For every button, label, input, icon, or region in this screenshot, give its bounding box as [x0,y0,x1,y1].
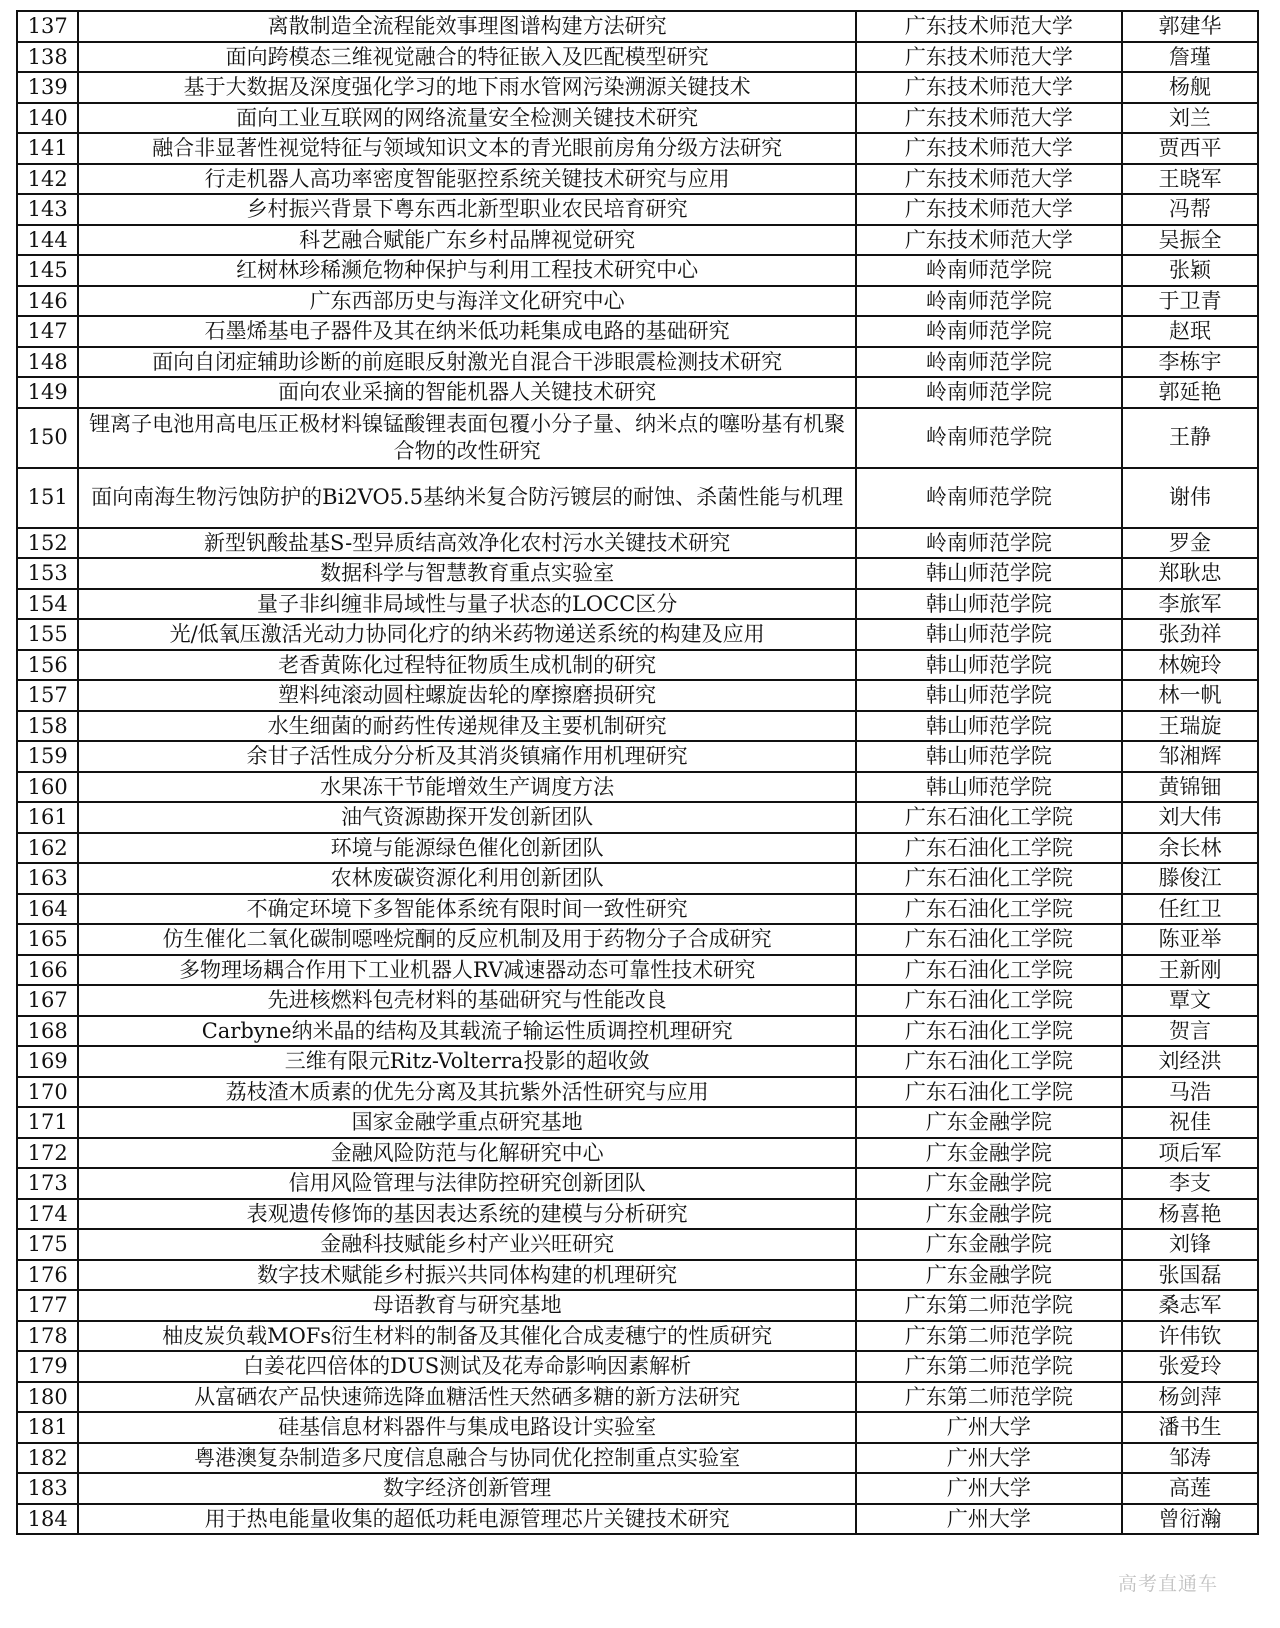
table-row [17,1168,1258,1199]
row-number: 138 [17,42,78,73]
principal-investigator: 张爱玲 [1122,1351,1258,1382]
institution: 广东技术师范大学 [856,225,1122,256]
table-row [17,286,1258,317]
principal-investigator: 吴振全 [1122,225,1258,256]
row-number: 164 [17,894,78,925]
table-row [17,72,1258,103]
table-row [17,11,1258,42]
table-row [17,1382,1258,1413]
project-title: 多物理场耦合作用下工业机器人RV减速器动态可靠性技术研究 [78,955,856,986]
project-title: 粤港澳复杂制造多尺度信息融合与协同优化控制重点实验室 [78,1443,856,1474]
institution: 广东石油化工学院 [856,1046,1122,1077]
table-row [17,1077,1258,1108]
institution: 广州大学 [856,1504,1122,1535]
table-row [17,833,1258,864]
project-title: 环境与能源绿色催化创新团队 [78,833,856,864]
project-title: 农林废碳资源化利用创新团队 [78,863,856,894]
principal-investigator: 项后军 [1122,1138,1258,1169]
institution: 广东石油化工学院 [856,894,1122,925]
table-row [17,589,1258,620]
row-number: 149 [17,377,78,408]
institution: 岭南师范学院 [856,528,1122,559]
principal-investigator: 谢伟 [1122,468,1258,528]
principal-investigator: 李支 [1122,1168,1258,1199]
institution: 广东石油化工学院 [856,833,1122,864]
principal-investigator: 李栋宇 [1122,347,1258,378]
row-number: 180 [17,1382,78,1413]
institution: 岭南师范学院 [856,255,1122,286]
row-number: 143 [17,194,78,225]
table-row [17,42,1258,73]
institution: 广东金融学院 [856,1199,1122,1230]
principal-investigator: 覃文 [1122,985,1258,1016]
principal-investigator: 贺言 [1122,1016,1258,1047]
project-title: 面向自闭症辅助诊断的前庭眼反射激光自混合干涉眼震检测技术研究 [78,347,856,378]
principal-investigator: 邹湘辉 [1122,741,1258,772]
institution: 岭南师范学院 [856,468,1122,528]
project-title: 新型钒酸盐基S-型异质结高效净化农村污水关键技术研究 [78,528,856,559]
project-title: 母语教育与研究基地 [78,1290,856,1321]
row-number: 148 [17,347,78,378]
principal-investigator: 刘锋 [1122,1229,1258,1260]
institution: 广东金融学院 [856,1107,1122,1138]
principal-investigator: 黄锦钿 [1122,772,1258,803]
principal-investigator: 郭建华 [1122,11,1258,42]
table-row [17,1473,1258,1504]
principal-investigator: 冯帮 [1122,194,1258,225]
table-row [17,955,1258,986]
project-title: 金融科技赋能乡村产业兴旺研究 [78,1229,856,1260]
table-row [17,619,1258,650]
institution: 广东金融学院 [856,1229,1122,1260]
row-number: 183 [17,1473,78,1504]
table-body [17,11,1258,1534]
institution: 韩山师范学院 [856,589,1122,620]
project-title: 柚皮炭负载MOFs衍生材料的制备及其催化合成麦穗宁的性质研究 [78,1321,856,1352]
institution: 广州大学 [856,1443,1122,1474]
project-title: 从富硒农产品快速筛选降血糖活性天然硒多糖的新方法研究 [78,1382,856,1413]
institution: 广东第二师范学院 [856,1321,1122,1352]
table-row [17,316,1258,347]
project-title: 金融风险防范与化解研究中心 [78,1138,856,1169]
table-row [17,894,1258,925]
row-number: 181 [17,1412,78,1443]
project-title: 塑料纯滚动圆柱螺旋齿轮的摩擦磨损研究 [78,680,856,711]
institution: 韩山师范学院 [856,619,1122,650]
principal-investigator: 杨喜艳 [1122,1199,1258,1230]
row-number: 182 [17,1443,78,1474]
institution: 广东技术师范大学 [856,133,1122,164]
project-title: 乡村振兴背景下粤东西北新型职业农民培育研究 [78,194,856,225]
institution: 广东金融学院 [856,1168,1122,1199]
principal-investigator: 詹瑾 [1122,42,1258,73]
row-number: 156 [17,650,78,681]
table-row [17,680,1258,711]
principal-investigator: 王新刚 [1122,955,1258,986]
row-number: 147 [17,316,78,347]
row-number: 176 [17,1260,78,1291]
principal-investigator: 杨舰 [1122,72,1258,103]
row-number: 155 [17,619,78,650]
table-row [17,468,1258,528]
institution: 广东石油化工学院 [856,924,1122,955]
project-title: 硅基信息材料器件与集成电路设计实验室 [78,1412,856,1443]
row-number: 171 [17,1107,78,1138]
principal-investigator: 张劲祥 [1122,619,1258,650]
row-number: 174 [17,1199,78,1230]
project-title: 红树林珍稀濒危物种保护与利用工程技术研究中心 [78,255,856,286]
row-number: 168 [17,1016,78,1047]
table-row [17,1412,1258,1443]
institution: 岭南师范学院 [856,316,1122,347]
table-row [17,347,1258,378]
project-title: 荔枝渣木质素的优先分离及其抗紫外活性研究与应用 [78,1077,856,1108]
row-number: 144 [17,225,78,256]
row-number: 166 [17,955,78,986]
project-title: 表观遗传修饰的基因表达系统的建模与分析研究 [78,1199,856,1230]
project-title: 离散制造全流程能效事理图谱构建方法研究 [78,11,856,42]
institution: 广东石油化工学院 [856,863,1122,894]
principal-investigator: 许伟钦 [1122,1321,1258,1352]
project-title: 基于大数据及深度强化学习的地下雨水管网污染溯源关键技术 [78,72,856,103]
principal-investigator: 陈亚举 [1122,924,1258,955]
table-row [17,1199,1258,1230]
project-title: 行走机器人高功率密度智能驱控系统关键技术研究与应用 [78,164,856,195]
table-row [17,103,1258,134]
principal-investigator: 王晓军 [1122,164,1258,195]
institution: 韩山师范学院 [856,741,1122,772]
table-row [17,772,1258,803]
project-title: 数字经济创新管理 [78,1473,856,1504]
project-title: 国家金融学重点研究基地 [78,1107,856,1138]
institution: 广东石油化工学院 [856,802,1122,833]
table-row [17,863,1258,894]
project-title: 余甘子活性成分分析及其消炎镇痛作用机理研究 [78,741,856,772]
institution: 广东技术师范大学 [856,42,1122,73]
institution: 广州大学 [856,1473,1122,1504]
institution: 岭南师范学院 [856,408,1122,468]
row-number: 150 [17,408,78,468]
principal-investigator: 马浩 [1122,1077,1258,1108]
table-row [17,1504,1258,1535]
project-title: 面向南海生物污蚀防护的Bi2VO5.5基纳米复合防污镀层的耐蚀、杀菌性能与机理 [78,468,856,528]
row-number: 142 [17,164,78,195]
institution: 韩山师范学院 [856,680,1122,711]
project-title: 先进核燃料包壳材料的基础研究与性能改良 [78,985,856,1016]
row-number: 167 [17,985,78,1016]
watermark: 高考直通车 [1117,1573,1218,1595]
table-row [17,741,1258,772]
principal-investigator: 祝佳 [1122,1107,1258,1138]
table-row [17,1351,1258,1382]
row-number: 170 [17,1077,78,1108]
principal-investigator: 林一帆 [1122,680,1258,711]
principal-investigator: 曾衍瀚 [1122,1504,1258,1535]
project-title: 油气资源勘探开发创新团队 [78,802,856,833]
institution: 广东第二师范学院 [856,1382,1122,1413]
row-number: 163 [17,863,78,894]
institution: 广东石油化工学院 [856,985,1122,1016]
table-row [17,1229,1258,1260]
table-row [17,1290,1258,1321]
row-number: 141 [17,133,78,164]
table-row [17,133,1258,164]
principal-investigator: 潘书生 [1122,1412,1258,1443]
table-row [17,1016,1258,1047]
table-row [17,377,1258,408]
principal-investigator: 王静 [1122,408,1258,468]
row-number: 153 [17,558,78,589]
institution: 韩山师范学院 [856,711,1122,742]
principal-investigator: 刘大伟 [1122,802,1258,833]
table-row [17,1107,1258,1138]
project-title: 石墨烯基电子器件及其在纳米低功耗集成电路的基础研究 [78,316,856,347]
table-row [17,528,1258,559]
principal-investigator: 滕俊江 [1122,863,1258,894]
row-number: 157 [17,680,78,711]
institution: 广东第二师范学院 [856,1351,1122,1382]
table-row [17,1046,1258,1077]
project-title: 广东西部历史与海洋文化研究中心 [78,286,856,317]
project-title: 数字技术赋能乡村振兴共同体构建的机理研究 [78,1260,856,1291]
row-number: 151 [17,468,78,528]
principal-investigator: 郑耿忠 [1122,558,1258,589]
row-number: 184 [17,1504,78,1535]
institution: 韩山师范学院 [856,558,1122,589]
row-number: 158 [17,711,78,742]
principal-investigator: 刘经洪 [1122,1046,1258,1077]
table-row [17,1321,1258,1352]
table-row [17,558,1258,589]
institution: 岭南师范学院 [856,286,1122,317]
row-number: 177 [17,1290,78,1321]
institution: 广东技术师范大学 [856,103,1122,134]
table-row [17,985,1258,1016]
principal-investigator: 刘兰 [1122,103,1258,134]
project-title: 科艺融合赋能广东乡村品牌视觉研究 [78,225,856,256]
institution: 广东石油化工学院 [856,1077,1122,1108]
table-row [17,711,1258,742]
principal-investigator: 任红卫 [1122,894,1258,925]
row-number: 145 [17,255,78,286]
table-row [17,164,1258,195]
row-number: 172 [17,1138,78,1169]
row-number: 140 [17,103,78,134]
project-title: 光/低氧压激活光动力协同化疗的纳米药物递送系统的构建及应用 [78,619,856,650]
institution: 广东第二师范学院 [856,1290,1122,1321]
institution: 广东金融学院 [856,1138,1122,1169]
principal-investigator: 杨剑萍 [1122,1382,1258,1413]
project-title: 信用风险管理与法律防控研究创新团队 [78,1168,856,1199]
row-number: 162 [17,833,78,864]
table-row [17,1443,1258,1474]
principal-investigator: 高莲 [1122,1473,1258,1504]
row-number: 179 [17,1351,78,1382]
row-number: 165 [17,924,78,955]
principal-investigator: 余长林 [1122,833,1258,864]
row-number: 146 [17,286,78,317]
project-title: 仿生催化二氧化碳制噁唑烷酮的反应机制及用于药物分子合成研究 [78,924,856,955]
institution: 岭南师范学院 [856,377,1122,408]
institution: 广东技术师范大学 [856,72,1122,103]
institution: 广东技术师范大学 [856,164,1122,195]
principal-investigator: 贾西平 [1122,133,1258,164]
project-title: 水果冻干节能增效生产调度方法 [78,772,856,803]
project-title: 面向跨模态三维视觉融合的特征嵌入及匹配模型研究 [78,42,856,73]
row-number: 161 [17,802,78,833]
table-row [17,924,1258,955]
table-row [17,802,1258,833]
row-number: 154 [17,589,78,620]
project-title: 老香黄陈化过程特征物质生成机制的研究 [78,650,856,681]
row-number: 137 [17,11,78,42]
principal-investigator: 张国磊 [1122,1260,1258,1291]
project-title: 量子非纠缠非局域性与量子状态的LOCC区分 [78,589,856,620]
row-number: 152 [17,528,78,559]
row-number: 178 [17,1321,78,1352]
row-number: 160 [17,772,78,803]
table-row [17,225,1258,256]
project-title: 面向工业互联网的网络流量安全检测关键技术研究 [78,103,856,134]
institution: 广东技术师范大学 [856,194,1122,225]
project-title: 数据科学与智慧教育重点实验室 [78,558,856,589]
row-number: 173 [17,1168,78,1199]
project-title: 用于热电能量收集的超低功耗电源管理芯片关键技术研究 [78,1504,856,1535]
project-table [16,10,1259,1535]
principal-investigator: 罗金 [1122,528,1258,559]
institution: 韩山师范学院 [856,650,1122,681]
principal-investigator: 邹涛 [1122,1443,1258,1474]
principal-investigator: 赵珉 [1122,316,1258,347]
institution: 广东石油化工学院 [856,1016,1122,1047]
row-number: 169 [17,1046,78,1077]
table-row [17,408,1258,468]
institution: 广东技术师范大学 [856,11,1122,42]
principal-investigator: 桑志军 [1122,1290,1258,1321]
principal-investigator: 张颖 [1122,255,1258,286]
project-title: 锂离子电池用高电压正极材料镍锰酸锂表面包覆小分子量、纳米点的噻吩基有机聚合物的改性研究 [78,408,856,468]
principal-investigator: 林婉玲 [1122,650,1258,681]
principal-investigator: 于卫青 [1122,286,1258,317]
table-row [17,255,1258,286]
principal-investigator: 王瑞旋 [1122,711,1258,742]
row-number: 159 [17,741,78,772]
principal-investigator: 李旅军 [1122,589,1258,620]
row-number: 139 [17,72,78,103]
table-row [17,650,1258,681]
principal-investigator: 郭延艳 [1122,377,1258,408]
table-row [17,194,1258,225]
project-title: 不确定环境下多智能体系统有限时间一致性研究 [78,894,856,925]
institution: 广东石油化工学院 [856,955,1122,986]
institution: 岭南师范学院 [856,347,1122,378]
row-number: 175 [17,1229,78,1260]
project-title: Carbyne纳米晶的结构及其载流子输运性质调控机理研究 [78,1016,856,1047]
institution: 广东金融学院 [856,1260,1122,1291]
table-row [17,1260,1258,1291]
project-title: 面向农业采摘的智能机器人关键技术研究 [78,377,856,408]
institution: 广州大学 [856,1412,1122,1443]
table-row [17,1138,1258,1169]
institution: 韩山师范学院 [856,772,1122,803]
project-title: 融合非显著性视觉特征与领域知识文本的青光眼前房角分级方法研究 [78,133,856,164]
project-title: 三维有限元Ritz-Volterra投影的超收敛 [78,1046,856,1077]
project-title: 水生细菌的耐药性传递规律及主要机制研究 [78,711,856,742]
project-title: 白姜花四倍体的DUS测试及花寿命影响因素解析 [78,1351,856,1382]
